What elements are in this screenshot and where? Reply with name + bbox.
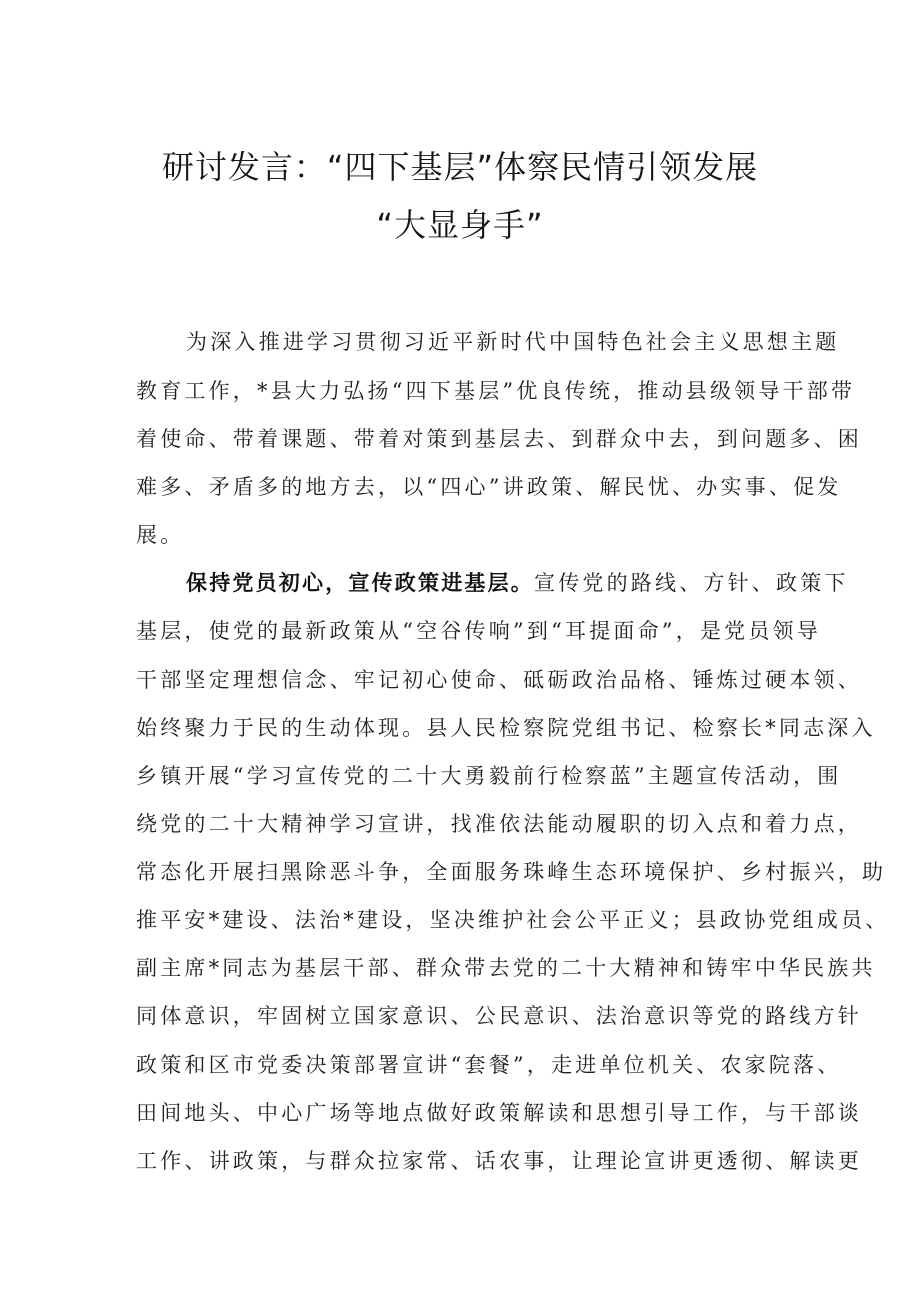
paragraph-line: 推平安*建设、法治*建设，坚决维护社会公平正义；县政协党组成员、 [136,908,890,932]
paragraph-line: 副主席*同志为基层干部、群众带去党的二十大精神和铸牢中华民族共 [136,956,876,980]
paragraph-line: 田间地头、中心广场等地点做好政策解读和思想引导工作，与干部谈 [136,1101,862,1125]
paragraph-line: 着使命、带着课题、带着对策到基层去、到群众中去，到问题多、困 [136,427,862,451]
paragraph-line: 政策和区市党委决策部署宣讲“套餐”，走进单位机关、农家院落、 [136,1053,842,1077]
paragraph-line: 绕党的二十大精神学习宣讲，找准依法能动履职的切入点和着力点， [136,812,862,836]
paragraph-line: 同体意识，牢固树立国家意识、公民意识、法治意识等党的路线方针 [136,1004,862,1028]
paragraph-line: 展。 [136,523,185,547]
paragraph-line: 乡镇开展“学习宣传党的二十大勇毅前行检察蓝”主题宣传活动，围 [136,764,842,788]
paragraph-line: 始终聚力于民的生动体现。县人民检察院党组书记、检察长*同志深入 [136,716,876,740]
document-title-line-2: “大显身手” [376,206,544,244]
paragraph-line [186,567,849,597]
paragraph-line: 基层，使党的最新政策从“空谷传响”到“耳提面命”，是党员领导 [136,619,821,643]
paragraph-line: 常态化开展扫黑除恶斗争，全面服务珠峰生态环境保护、乡村振兴，助 [136,860,887,884]
paragraph-line: 为深入推进学习贯彻习近平新时代中国特色社会主义思想主题 [186,330,840,354]
paragraph-line: 教育工作，*县大力弘扬“四下基层”优良传统，推动县级领导干部带 [136,379,856,403]
document-title-line-1: 研讨发言：“四下基层”体察民情引领发展 [161,148,759,186]
paragraph-line-rest: 宣传党的路线、方针、政策下 [534,571,849,595]
paragraph-lead-heading: 保持党员初心，宣传政策进基层。 [186,571,534,595]
paragraph-line: 干部坚定理想信念、牢记初心使命、砥砺政治品格、锤炼过硬本领、 [136,668,862,692]
paragraph-line: 难多、矛盾多的地方去，以“四心”讲政策、解民忧、办实事、促发 [136,475,842,499]
paragraph-line: 工作、讲政策，与群众拉家常、话农事，让理论宣讲更透彻、解读更 [136,1149,862,1173]
